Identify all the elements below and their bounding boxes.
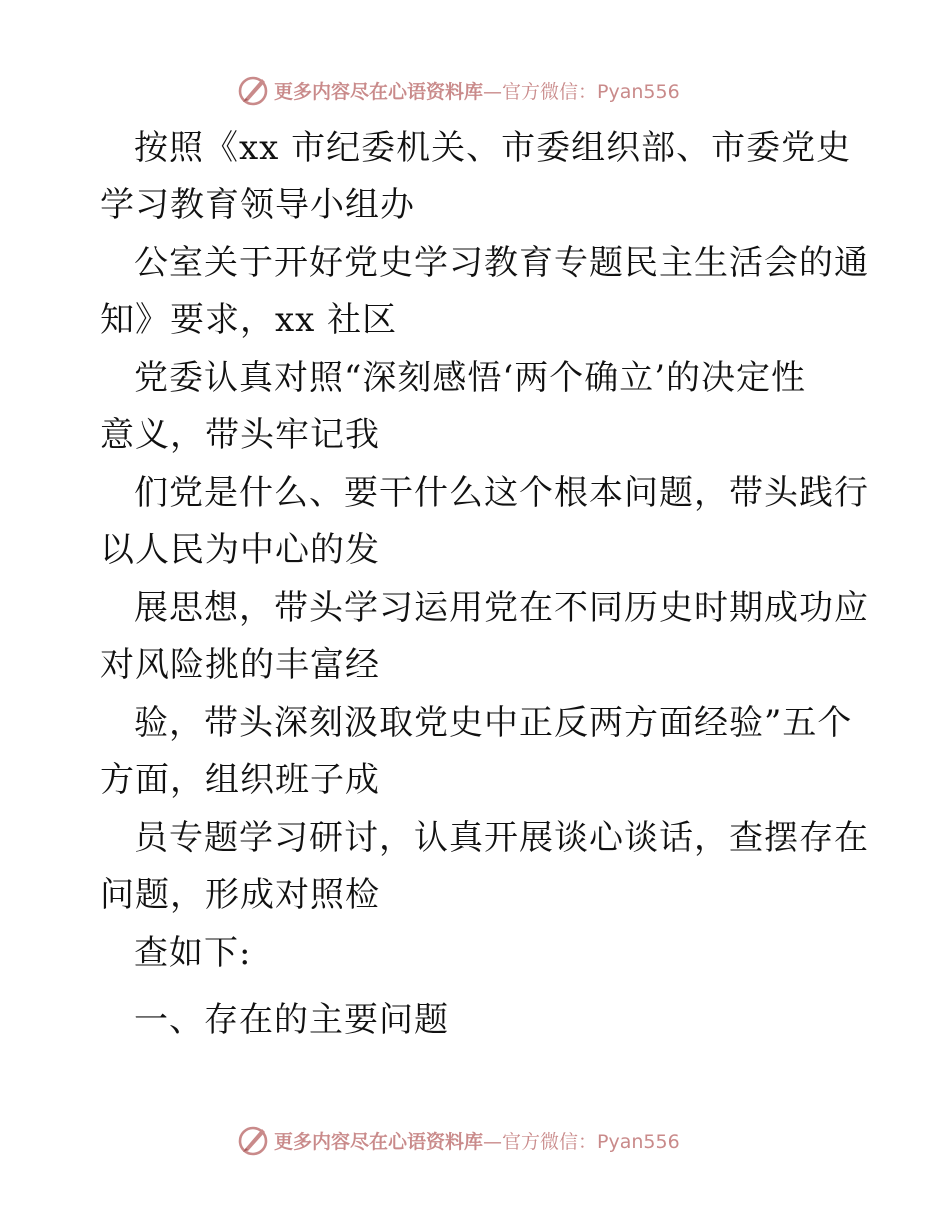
paragraph-line: 公室关于开好党史学习教育专题民主生活会的通 [134,243,869,283]
paragraph-line: 知》要求，xx 社区 [100,300,398,340]
paragraph-line: 意义，带头牢记我 [100,415,380,455]
paragraph-line: 查如下: [134,933,252,973]
quill-pen-icon [236,1123,270,1157]
paragraph-line: 员专题学习研讨，认真开展谈心谈话，查摆存在 [134,818,869,858]
watermark-header [236,72,680,108]
paragraph-line: 展思想，带头学习运用党在不同历史时期成功应 [134,588,869,628]
section-heading: 一、存在的主要问题 [134,1000,449,1040]
paragraph-line: 验，带头深刻汲取党史中正反两方面经验”五个 [134,703,853,743]
quill-pen-icon [236,73,270,107]
paragraph-line: 问题，形成对照检 [100,875,380,915]
watermark-contact-text: —官方微信：Pyan556 [483,80,680,103]
paragraph-line: 学习教育领导小组办 [100,185,415,225]
watermark-main-text: 更多内容尽在心语资料库 [274,1130,484,1153]
paragraph-line: 们党是什么、要干什么这个根本问题，带头践行 [134,473,869,513]
paragraph-line: 按照《xx 市纪委机关、市委组织部、市委党史 [134,128,852,168]
paragraph-line: 党委认真对照“深刻感悟‘两个确立’的决定性 [134,358,806,398]
paragraph-line: 以人民为中心的发 [100,530,380,570]
watermark-footer [236,1122,680,1158]
paragraph-line: 方面，组织班子成 [100,760,380,800]
watermark-main-text: 更多内容尽在心语资料库 [274,80,484,103]
paragraph-line: 对风险挑的丰富经 [100,645,380,685]
watermark-contact-text: —官方微信：Pyan556 [483,1130,680,1153]
